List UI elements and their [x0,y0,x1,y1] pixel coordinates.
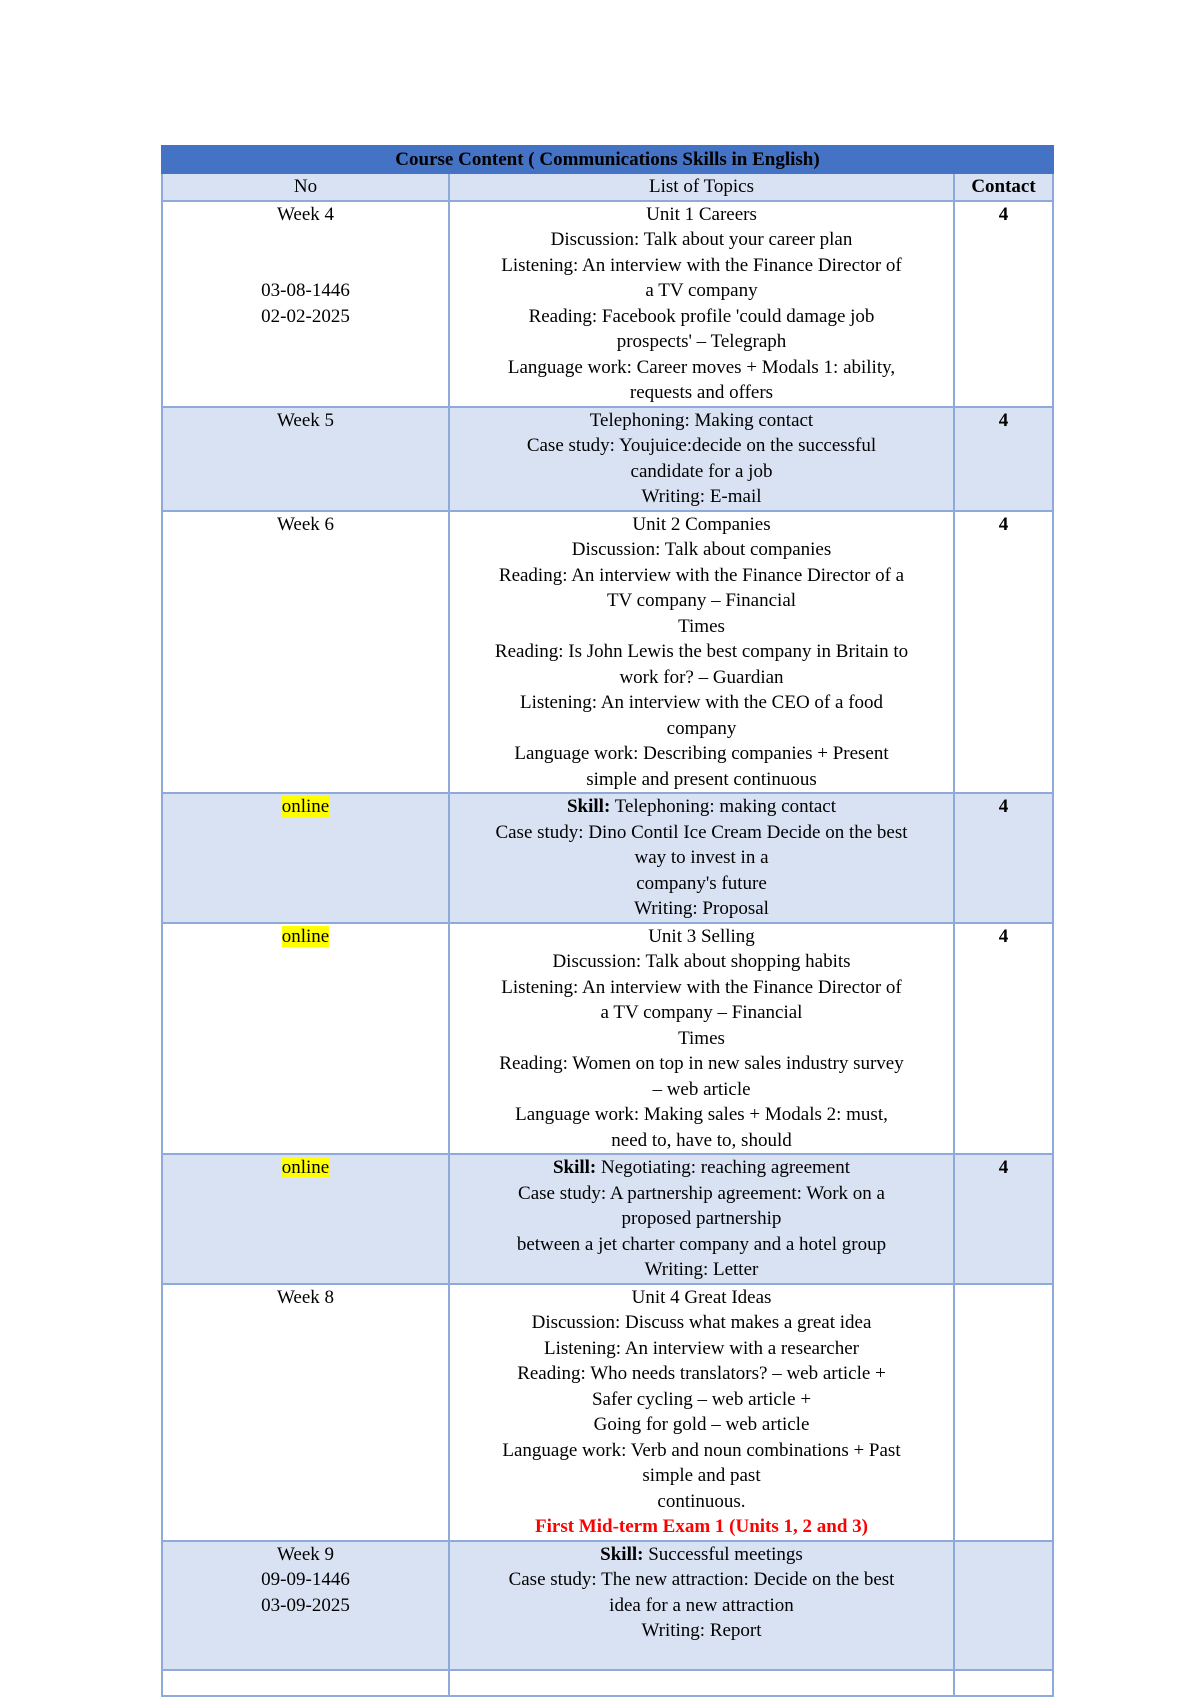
topic-line: Reading: Women on top in new sales industry survey [499,1053,904,1074]
topics-cell [449,1154,954,1284]
topic-line: work for? – Guardian [619,666,784,688]
topic-line: idea for a new attraction [609,1594,794,1616]
empty-cell [449,1670,954,1696]
topic-line: Writing: Proposal [634,898,769,919]
online-badge: online [281,1157,330,1178]
topic-line: proposed partnership [621,1208,782,1229]
week-cell [162,1154,449,1284]
online-badge: online [281,925,330,947]
table-row [162,1541,1053,1670]
week-cell [162,201,449,407]
topics-cell [449,793,954,923]
topic-line: Case study: Dino Contil Ice Cream Decide on the best [495,821,908,843]
topic-line: Writing: Letter [644,1259,759,1280]
empty-cell [954,1670,1053,1696]
week-cell [162,923,449,1155]
topic-line: Writing: Report [641,1620,762,1641]
header-no: No [162,173,449,201]
empty-cell [162,1670,449,1696]
table-row [162,923,1053,1155]
week-label: Week 4 [276,203,335,225]
table-row [162,201,1053,407]
gregorian-date: 03-09-2025 [261,1594,350,1616]
week-cell [162,1284,449,1541]
table-row [162,1284,1053,1541]
topic-line: Reading: An interview with the Finance Director of a [498,564,905,586]
skill-line [454,794,949,820]
topic-line: need to, have to, should [611,1129,792,1151]
topic-line: Language work: Career moves + Modals 1: ability, [507,356,896,378]
skill-line [454,1155,949,1181]
week-cell [162,511,449,794]
topic-line: Writing: E-mail [641,486,762,507]
week-label: Week 6 [276,513,335,535]
topics-cell [449,407,954,511]
topic-line: between a jet charter company and a hotel group [516,1233,887,1255]
topic-line: Times [678,1027,725,1049]
topic-line: a TV company [645,280,758,301]
contact-cell [954,1284,1053,1541]
topic-line: company's future [636,872,767,894]
topic-line: Discussion: Talk about companies [571,539,832,560]
course-content-table [161,145,1054,1697]
topic-line: Language work: Describing companies + Present [514,743,889,764]
week-cell [162,407,449,511]
topics-cell [449,201,954,407]
table-header-row [162,173,1053,201]
contact-cell [954,1541,1053,1670]
topic-line: Unit 2 Companies [632,513,771,535]
topics-cell [449,511,954,794]
topic-line: continuous. [657,1490,746,1512]
topic-line: Listening: An interview with the Finance Director of [501,254,902,276]
contact-cell: 4 [954,407,1053,511]
header-contact: Contact [954,173,1053,201]
skill-text: Successful meetings [643,1543,803,1565]
skill-label: Skill: [566,796,611,817]
exam-notice: First Mid-term Exam 1 (Units 1, 2 and 3) [535,1516,868,1537]
week-label: Week 5 [276,409,335,431]
topic-line: Safer cycling – web article + [591,1388,812,1410]
topic-line: Discussion: Talk about shopping habits [552,951,851,972]
topic-line: Unit 4 Great Ideas [631,1286,772,1308]
topic-line: Telephoning: Making contact [589,409,814,431]
contact-cell: 4 [954,793,1053,923]
contact-cell: 4 [954,201,1053,407]
topic-line: way to invest in a [634,847,769,868]
topic-line: candidate for a job [630,460,773,482]
topic-line: Discussion: Talk about your career plan [550,229,853,250]
topic-line: requests and offers [629,382,774,403]
contact-cell: 4 [954,923,1053,1155]
topics-cell [449,1541,954,1670]
topic-line: Case study: A partnership agreement: Work on a [518,1182,885,1204]
skill-text: Negotiating: reaching agreement [596,1157,851,1178]
topic-line: company [666,717,737,739]
hijri-date: 03-08-1446 [261,280,350,301]
topic-line: simple and present continuous [586,768,817,790]
skill-label: Skill: [600,1543,644,1565]
table-row [162,407,1053,511]
table-row [162,1154,1053,1284]
table-row [162,511,1053,794]
topic-line: Reading: Who needs translators? – web article + [517,1363,886,1384]
online-badge: online [281,796,330,817]
contact-cell: 4 [954,1154,1053,1284]
topic-line: Discussion: Discuss what makes a great idea [531,1312,872,1333]
topic-line: Reading: Facebook profile 'could damage job [528,305,875,327]
spacer [167,227,444,278]
empty-row [162,1670,1053,1696]
topic-line: Listening: An interview with the Finance Director of [501,976,902,998]
topic-line: Reading: Is John Lewis the best company in Britain to [494,641,909,662]
topic-line: Listening: An interview with a researcher [544,1337,859,1359]
topic-line: Case study: The new attraction: Decide on the best [508,1569,895,1590]
topic-line: Language work: Verb and noun combinations + Past [502,1439,901,1461]
topic-line: Unit 3 Selling [648,925,755,947]
topic-line: a TV company – Financial [600,1002,803,1023]
skill-line [454,1542,949,1568]
topic-line: Unit 1 Careers [646,203,757,225]
topic-line: Times [678,615,725,637]
contact-cell: 4 [954,511,1053,794]
header-topics: List of Topics [449,173,954,201]
skill-text: Telephoning: making contact [610,796,837,817]
topic-line: TV company – Financial [606,590,797,611]
topic-line: Language work: Making sales + Modals 2: must, [515,1104,888,1125]
topic-line: – web article [652,1078,751,1100]
topic-line: Listening: An interview with the CEO of a food [519,692,884,713]
topic-line: Case study: Youjuice:decide on the successful [526,435,877,456]
hijri-date: 09-09-1446 [261,1569,350,1590]
week-cell [162,1541,449,1670]
table-row [162,793,1053,923]
week-label: Week 9 [276,1543,335,1565]
gregorian-date: 02-02-2025 [261,305,350,327]
topic-line: simple and past [642,1465,761,1486]
topics-cell [449,1284,954,1541]
table-title-row [162,146,1053,173]
topic-line: Going for gold – web article [593,1414,810,1435]
week-cell [162,793,449,923]
week-label: Week 8 [276,1286,335,1308]
table-title: Course Content ( Communications Skills in English) [162,146,1053,173]
topic-line: prospects' – Telegraph [616,331,787,352]
skill-label: Skill: [552,1157,597,1178]
topics-cell [449,923,954,1155]
